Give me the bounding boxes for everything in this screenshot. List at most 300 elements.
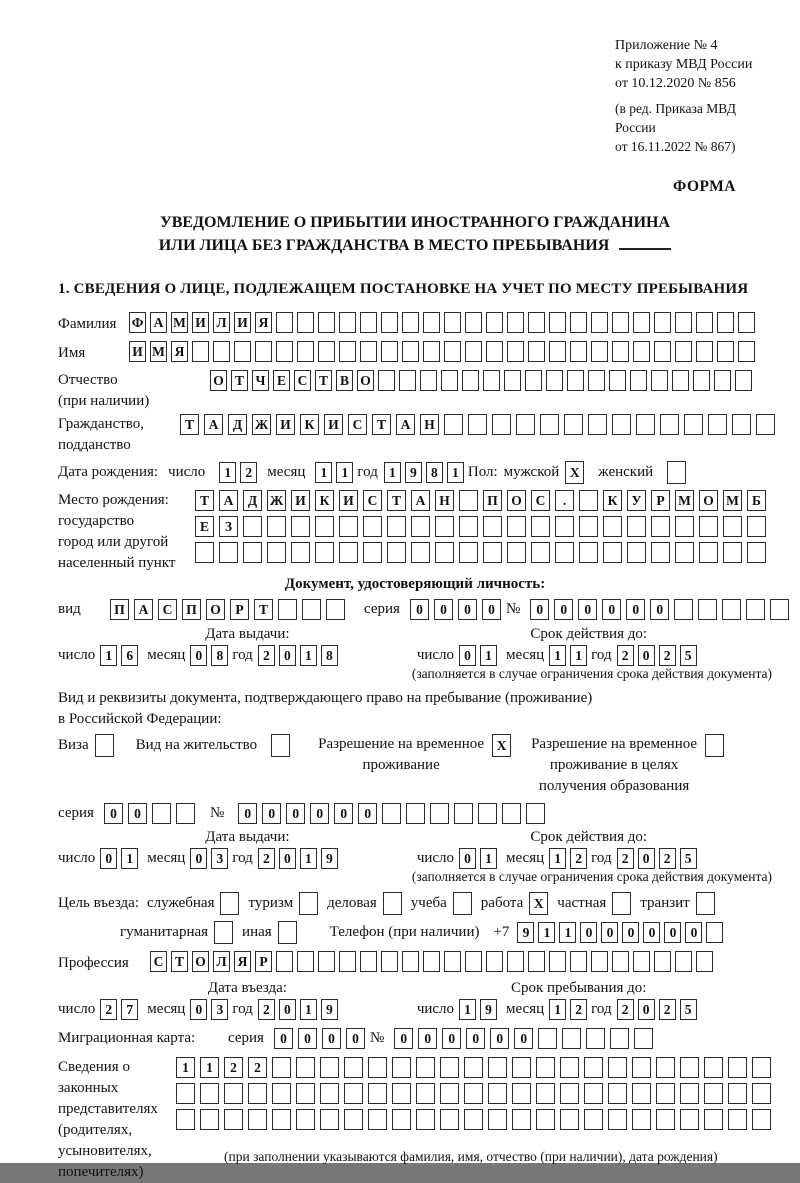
- char-box[interactable]: [584, 1109, 603, 1130]
- char-box[interactable]: 0: [322, 1028, 341, 1049]
- char-box[interactable]: Ч: [252, 370, 269, 391]
- char-box[interactable]: [752, 1083, 771, 1104]
- char-box[interactable]: И: [291, 490, 310, 511]
- char-box[interactable]: 0: [580, 922, 597, 943]
- char-box[interactable]: 2: [659, 848, 676, 869]
- purpose-option-checkbox-туризм[interactable]: [299, 892, 318, 915]
- char-box[interactable]: А: [134, 599, 153, 620]
- char-box[interactable]: [444, 414, 463, 435]
- char-box[interactable]: 9: [405, 462, 422, 483]
- char-box[interactable]: [675, 542, 694, 563]
- char-box[interactable]: Р: [255, 951, 272, 972]
- char-box[interactable]: 2: [617, 999, 634, 1020]
- char-box[interactable]: [704, 1057, 723, 1078]
- char-box[interactable]: 2: [258, 645, 275, 666]
- stay-day[interactable]: [459, 999, 501, 1020]
- char-box[interactable]: [320, 1057, 339, 1078]
- char-box[interactable]: [219, 542, 238, 563]
- name-input[interactable]: [129, 341, 759, 362]
- char-box[interactable]: 1: [570, 645, 587, 666]
- char-box[interactable]: 9: [517, 922, 534, 943]
- char-box[interactable]: Т: [387, 490, 406, 511]
- char-box[interactable]: [318, 951, 335, 972]
- citizenship-input[interactable]: [180, 414, 780, 435]
- char-box[interactable]: [344, 1057, 363, 1078]
- char-box[interactable]: [220, 892, 239, 915]
- char-box[interactable]: Е: [195, 516, 214, 537]
- char-box[interactable]: [200, 1109, 219, 1130]
- char-box[interactable]: [291, 542, 310, 563]
- char-box[interactable]: [560, 1057, 579, 1078]
- char-box[interactable]: [441, 370, 458, 391]
- char-box[interactable]: [444, 951, 461, 972]
- char-box[interactable]: 0: [190, 645, 207, 666]
- birth-place-row1[interactable]: [195, 490, 771, 511]
- char-box[interactable]: [360, 341, 377, 362]
- surname-input[interactable]: [129, 312, 759, 333]
- char-box[interactable]: С: [348, 414, 367, 435]
- char-box[interactable]: 0: [514, 1028, 533, 1049]
- char-box[interactable]: [507, 312, 524, 333]
- char-box[interactable]: 1: [100, 645, 117, 666]
- char-box[interactable]: 1: [549, 999, 566, 1020]
- char-box[interactable]: [507, 516, 526, 537]
- char-box[interactable]: И: [324, 414, 343, 435]
- char-box[interactable]: [591, 341, 608, 362]
- char-box[interactable]: [339, 341, 356, 362]
- char-box[interactable]: [272, 1083, 291, 1104]
- char-box[interactable]: 0: [334, 803, 353, 824]
- char-box[interactable]: [612, 341, 629, 362]
- char-box[interactable]: 0: [466, 1028, 485, 1049]
- char-box[interactable]: [632, 1083, 651, 1104]
- purpose-option-checkbox-работа[interactable]: [529, 892, 548, 915]
- char-box[interactable]: [360, 951, 377, 972]
- char-box[interactable]: 1: [447, 462, 464, 483]
- entry-month[interactable]: [190, 999, 232, 1020]
- char-box[interactable]: [588, 414, 607, 435]
- char-box[interactable]: [416, 1083, 435, 1104]
- char-box[interactable]: [486, 341, 503, 362]
- char-box[interactable]: Я: [171, 341, 188, 362]
- char-box[interactable]: [612, 892, 631, 915]
- char-box[interactable]: [483, 542, 502, 563]
- char-box[interactable]: [609, 370, 626, 391]
- char-box[interactable]: [504, 370, 521, 391]
- char-box[interactable]: [654, 312, 671, 333]
- sex-male-checkbox[interactable]: [565, 461, 584, 484]
- char-box[interactable]: Т: [315, 370, 332, 391]
- char-box[interactable]: [636, 414, 655, 435]
- char-box[interactable]: [633, 312, 650, 333]
- char-box[interactable]: 9: [480, 999, 497, 1020]
- char-box[interactable]: 9: [321, 999, 338, 1020]
- char-box[interactable]: [363, 542, 382, 563]
- char-box[interactable]: К: [315, 490, 334, 511]
- char-box[interactable]: [488, 1057, 507, 1078]
- char-box[interactable]: [675, 312, 692, 333]
- char-box[interactable]: 5: [680, 645, 697, 666]
- char-box[interactable]: [444, 341, 461, 362]
- char-box[interactable]: [675, 516, 694, 537]
- char-box[interactable]: [435, 542, 454, 563]
- char-box[interactable]: А: [219, 490, 238, 511]
- char-box[interactable]: З: [219, 516, 238, 537]
- char-box[interactable]: [267, 542, 286, 563]
- char-box[interactable]: [588, 370, 605, 391]
- char-box[interactable]: [526, 803, 545, 824]
- char-box[interactable]: 2: [570, 848, 587, 869]
- char-box[interactable]: [195, 542, 214, 563]
- char-box[interactable]: И: [192, 312, 209, 333]
- char-box[interactable]: [579, 490, 598, 511]
- char-box[interactable]: 3: [211, 848, 228, 869]
- char-box[interactable]: [402, 312, 419, 333]
- char-box[interactable]: [627, 516, 646, 537]
- char-box[interactable]: [738, 341, 755, 362]
- phone-input[interactable]: [517, 922, 727, 943]
- char-box[interactable]: 2: [659, 645, 676, 666]
- char-box[interactable]: [586, 1028, 605, 1049]
- char-box[interactable]: [698, 599, 717, 620]
- char-box[interactable]: [723, 516, 742, 537]
- char-box[interactable]: [339, 312, 356, 333]
- char-box[interactable]: 0: [482, 599, 501, 620]
- char-box[interactable]: [752, 1109, 771, 1130]
- char-box[interactable]: [459, 516, 478, 537]
- char-box[interactable]: [276, 951, 293, 972]
- char-box[interactable]: Д: [228, 414, 247, 435]
- char-box[interactable]: [696, 341, 713, 362]
- char-box[interactable]: [392, 1109, 411, 1130]
- char-box[interactable]: М: [675, 490, 694, 511]
- profession-input[interactable]: [150, 951, 717, 972]
- rvp-education-checkbox[interactable]: [705, 734, 724, 757]
- char-box[interactable]: 0: [279, 645, 296, 666]
- char-box[interactable]: М: [723, 490, 742, 511]
- char-box[interactable]: Р: [230, 599, 249, 620]
- char-box[interactable]: [272, 1109, 291, 1130]
- char-box[interactable]: 0: [190, 999, 207, 1020]
- char-box[interactable]: [728, 1109, 747, 1130]
- migration-series-input[interactable]: [274, 1028, 370, 1049]
- char-box[interactable]: X: [565, 461, 584, 484]
- rvp-valid-month[interactable]: [549, 848, 591, 869]
- rvp-issue-year[interactable]: [258, 848, 342, 869]
- char-box[interactable]: [656, 1109, 675, 1130]
- char-box[interactable]: [651, 542, 670, 563]
- char-box[interactable]: [549, 312, 566, 333]
- char-box[interactable]: 0: [358, 803, 377, 824]
- char-box[interactable]: 0: [602, 599, 621, 620]
- char-box[interactable]: [603, 516, 622, 537]
- char-box[interactable]: 2: [258, 999, 275, 1020]
- visa-checkbox[interactable]: [95, 734, 114, 757]
- char-box[interactable]: [717, 312, 734, 333]
- char-box[interactable]: [234, 341, 251, 362]
- char-box[interactable]: О: [699, 490, 718, 511]
- char-box[interactable]: 1: [219, 462, 236, 483]
- purpose-option-checkbox-частная[interactable]: [612, 892, 631, 915]
- char-box[interactable]: [560, 1083, 579, 1104]
- char-box[interactable]: [213, 341, 230, 362]
- char-box[interactable]: [224, 1083, 243, 1104]
- char-box[interactable]: Я: [255, 312, 272, 333]
- char-box[interactable]: [633, 951, 650, 972]
- char-box[interactable]: 3: [211, 999, 228, 1020]
- char-box[interactable]: [651, 516, 670, 537]
- char-box[interactable]: 1: [549, 645, 566, 666]
- char-box[interactable]: Ж: [252, 414, 271, 435]
- char-box[interactable]: [549, 341, 566, 362]
- char-box[interactable]: [200, 1083, 219, 1104]
- purpose-option2-checkbox-иная[interactable]: [278, 921, 297, 944]
- char-box[interactable]: 2: [617, 848, 634, 869]
- char-box[interactable]: [735, 370, 752, 391]
- char-box[interactable]: [717, 341, 734, 362]
- char-box[interactable]: [152, 803, 171, 824]
- char-box[interactable]: [381, 312, 398, 333]
- char-box[interactable]: [632, 1057, 651, 1078]
- char-box[interactable]: [570, 951, 587, 972]
- char-box[interactable]: [297, 312, 314, 333]
- char-box[interactable]: [402, 951, 419, 972]
- char-box[interactable]: 2: [258, 848, 275, 869]
- char-box[interactable]: [528, 341, 545, 362]
- char-box[interactable]: 0: [638, 999, 655, 1020]
- char-box[interactable]: [693, 370, 710, 391]
- char-box[interactable]: [705, 734, 724, 757]
- rvp-checkbox[interactable]: [492, 734, 511, 757]
- stay-month[interactable]: [549, 999, 591, 1020]
- char-box[interactable]: 0: [298, 1028, 317, 1049]
- char-box[interactable]: [528, 951, 545, 972]
- char-box[interactable]: А: [204, 414, 223, 435]
- char-box[interactable]: [291, 516, 310, 537]
- char-box[interactable]: [381, 951, 398, 972]
- char-box[interactable]: [224, 1109, 243, 1130]
- char-box[interactable]: [608, 1109, 627, 1130]
- char-box[interactable]: И: [339, 490, 358, 511]
- char-box[interactable]: [610, 1028, 629, 1049]
- doc-valid-year[interactable]: [617, 645, 701, 666]
- char-box[interactable]: [444, 312, 461, 333]
- char-box[interactable]: [634, 1028, 653, 1049]
- char-box[interactable]: [465, 341, 482, 362]
- char-box[interactable]: Е: [273, 370, 290, 391]
- char-box[interactable]: [562, 1028, 581, 1049]
- char-box[interactable]: 0: [100, 848, 117, 869]
- char-box[interactable]: [248, 1109, 267, 1130]
- char-box[interactable]: М: [150, 341, 167, 362]
- char-box[interactable]: С: [363, 490, 382, 511]
- char-box[interactable]: 1: [176, 1057, 195, 1078]
- char-box[interactable]: [381, 341, 398, 362]
- char-box[interactable]: [732, 414, 751, 435]
- char-box[interactable]: К: [603, 490, 622, 511]
- char-box[interactable]: [411, 516, 430, 537]
- char-box[interactable]: [531, 516, 550, 537]
- char-box[interactable]: [402, 341, 419, 362]
- char-box[interactable]: [699, 516, 718, 537]
- char-box[interactable]: [555, 516, 574, 537]
- char-box[interactable]: О: [210, 370, 227, 391]
- char-box[interactable]: 0: [286, 803, 305, 824]
- birth-place-row3[interactable]: [195, 542, 771, 563]
- char-box[interactable]: 2: [240, 462, 257, 483]
- char-box[interactable]: [465, 312, 482, 333]
- doc-valid-month[interactable]: [549, 645, 591, 666]
- char-box[interactable]: [296, 1057, 315, 1078]
- char-box[interactable]: [591, 951, 608, 972]
- char-box[interactable]: [296, 1083, 315, 1104]
- char-box[interactable]: [459, 490, 478, 511]
- representatives-row2[interactable]: [176, 1083, 776, 1104]
- char-box[interactable]: [368, 1083, 387, 1104]
- char-box[interactable]: [488, 1109, 507, 1130]
- patronymic-input[interactable]: [210, 370, 756, 391]
- migration-number-input[interactable]: [394, 1028, 658, 1049]
- char-box[interactable]: [756, 414, 775, 435]
- char-box[interactable]: [612, 951, 629, 972]
- char-box[interactable]: 1: [315, 462, 332, 483]
- char-box[interactable]: 0: [410, 599, 429, 620]
- char-box[interactable]: [368, 1109, 387, 1130]
- char-box[interactable]: [654, 341, 671, 362]
- char-box[interactable]: [696, 951, 713, 972]
- char-box[interactable]: [708, 414, 727, 435]
- char-box[interactable]: [507, 341, 524, 362]
- char-box[interactable]: [411, 542, 430, 563]
- char-box[interactable]: [507, 542, 526, 563]
- char-box[interactable]: Т: [231, 370, 248, 391]
- char-box[interactable]: [603, 542, 622, 563]
- char-box[interactable]: [752, 1057, 771, 1078]
- char-box[interactable]: [315, 542, 334, 563]
- char-box[interactable]: [675, 951, 692, 972]
- char-box[interactable]: Л: [213, 312, 230, 333]
- char-box[interactable]: 0: [638, 848, 655, 869]
- char-box[interactable]: [675, 341, 692, 362]
- char-box[interactable]: 1: [300, 645, 317, 666]
- residence-permit-checkbox[interactable]: [271, 734, 290, 757]
- char-box[interactable]: 0: [190, 848, 207, 869]
- char-box[interactable]: С: [150, 951, 167, 972]
- char-box[interactable]: 1: [336, 462, 353, 483]
- char-box[interactable]: Ф: [129, 312, 146, 333]
- char-box[interactable]: [704, 1083, 723, 1104]
- char-box[interactable]: 2: [100, 999, 117, 1020]
- char-box[interactable]: Н: [435, 490, 454, 511]
- char-box[interactable]: [555, 542, 574, 563]
- char-box[interactable]: 0: [530, 599, 549, 620]
- char-box[interactable]: [512, 1083, 531, 1104]
- char-box[interactable]: П: [110, 599, 129, 620]
- char-box[interactable]: [176, 1083, 195, 1104]
- char-box[interactable]: [627, 542, 646, 563]
- char-box[interactable]: [214, 921, 233, 944]
- char-box[interactable]: [360, 312, 377, 333]
- char-box[interactable]: [486, 951, 503, 972]
- birth-year-input[interactable]: [384, 462, 468, 483]
- char-box[interactable]: [344, 1083, 363, 1104]
- char-box[interactable]: [382, 803, 401, 824]
- char-box[interactable]: 2: [570, 999, 587, 1020]
- char-box[interactable]: [579, 542, 598, 563]
- char-box[interactable]: С: [531, 490, 550, 511]
- char-box[interactable]: [339, 951, 356, 972]
- char-box[interactable]: [570, 312, 587, 333]
- char-box[interactable]: [420, 370, 437, 391]
- char-box[interactable]: 0: [279, 999, 296, 1020]
- char-box[interactable]: 0: [622, 922, 639, 943]
- rvp-number-input[interactable]: [238, 803, 550, 824]
- char-box[interactable]: О: [507, 490, 526, 511]
- char-box[interactable]: П: [483, 490, 502, 511]
- char-box[interactable]: [633, 341, 650, 362]
- char-box[interactable]: [567, 370, 584, 391]
- char-box[interactable]: [486, 312, 503, 333]
- char-box[interactable]: [468, 414, 487, 435]
- char-box[interactable]: 0: [685, 922, 702, 943]
- char-box[interactable]: 0: [650, 599, 669, 620]
- char-box[interactable]: [507, 951, 524, 972]
- char-box[interactable]: И: [234, 312, 251, 333]
- char-box[interactable]: 6: [121, 645, 138, 666]
- char-box[interactable]: [243, 516, 262, 537]
- char-box[interactable]: [680, 1057, 699, 1078]
- char-box[interactable]: [512, 1057, 531, 1078]
- doc-issue-day[interactable]: [100, 645, 142, 666]
- rvp-issue-day[interactable]: [100, 848, 142, 869]
- birth-month-input[interactable]: [315, 462, 357, 483]
- char-box[interactable]: [276, 312, 293, 333]
- char-box[interactable]: [770, 599, 789, 620]
- char-box[interactable]: 0: [279, 848, 296, 869]
- char-box[interactable]: И: [129, 341, 146, 362]
- entry-day[interactable]: [100, 999, 142, 1020]
- char-box[interactable]: [278, 599, 297, 620]
- char-box[interactable]: 8: [211, 645, 228, 666]
- char-box[interactable]: [423, 951, 440, 972]
- char-box[interactable]: [416, 1109, 435, 1130]
- char-box[interactable]: [318, 341, 335, 362]
- char-box[interactable]: [464, 1109, 483, 1130]
- char-box[interactable]: [531, 542, 550, 563]
- char-box[interactable]: [440, 1057, 459, 1078]
- doc-kind-input[interactable]: [110, 599, 350, 620]
- char-box[interactable]: О: [192, 951, 209, 972]
- char-box[interactable]: [392, 1083, 411, 1104]
- char-box[interactable]: 1: [384, 462, 401, 483]
- char-box[interactable]: [516, 414, 535, 435]
- char-box[interactable]: 0: [459, 848, 476, 869]
- representatives-row1[interactable]: [176, 1057, 776, 1078]
- char-box[interactable]: [632, 1109, 651, 1130]
- char-box[interactable]: 0: [459, 645, 476, 666]
- char-box[interactable]: [528, 312, 545, 333]
- char-box[interactable]: [483, 516, 502, 537]
- char-box[interactable]: [478, 803, 497, 824]
- doc-issue-year[interactable]: [258, 645, 342, 666]
- char-box[interactable]: [723, 542, 742, 563]
- char-box[interactable]: 1: [459, 999, 476, 1020]
- char-box[interactable]: С: [294, 370, 311, 391]
- char-box[interactable]: [549, 951, 566, 972]
- char-box[interactable]: [680, 1083, 699, 1104]
- char-box[interactable]: [608, 1057, 627, 1078]
- char-box[interactable]: 2: [224, 1057, 243, 1078]
